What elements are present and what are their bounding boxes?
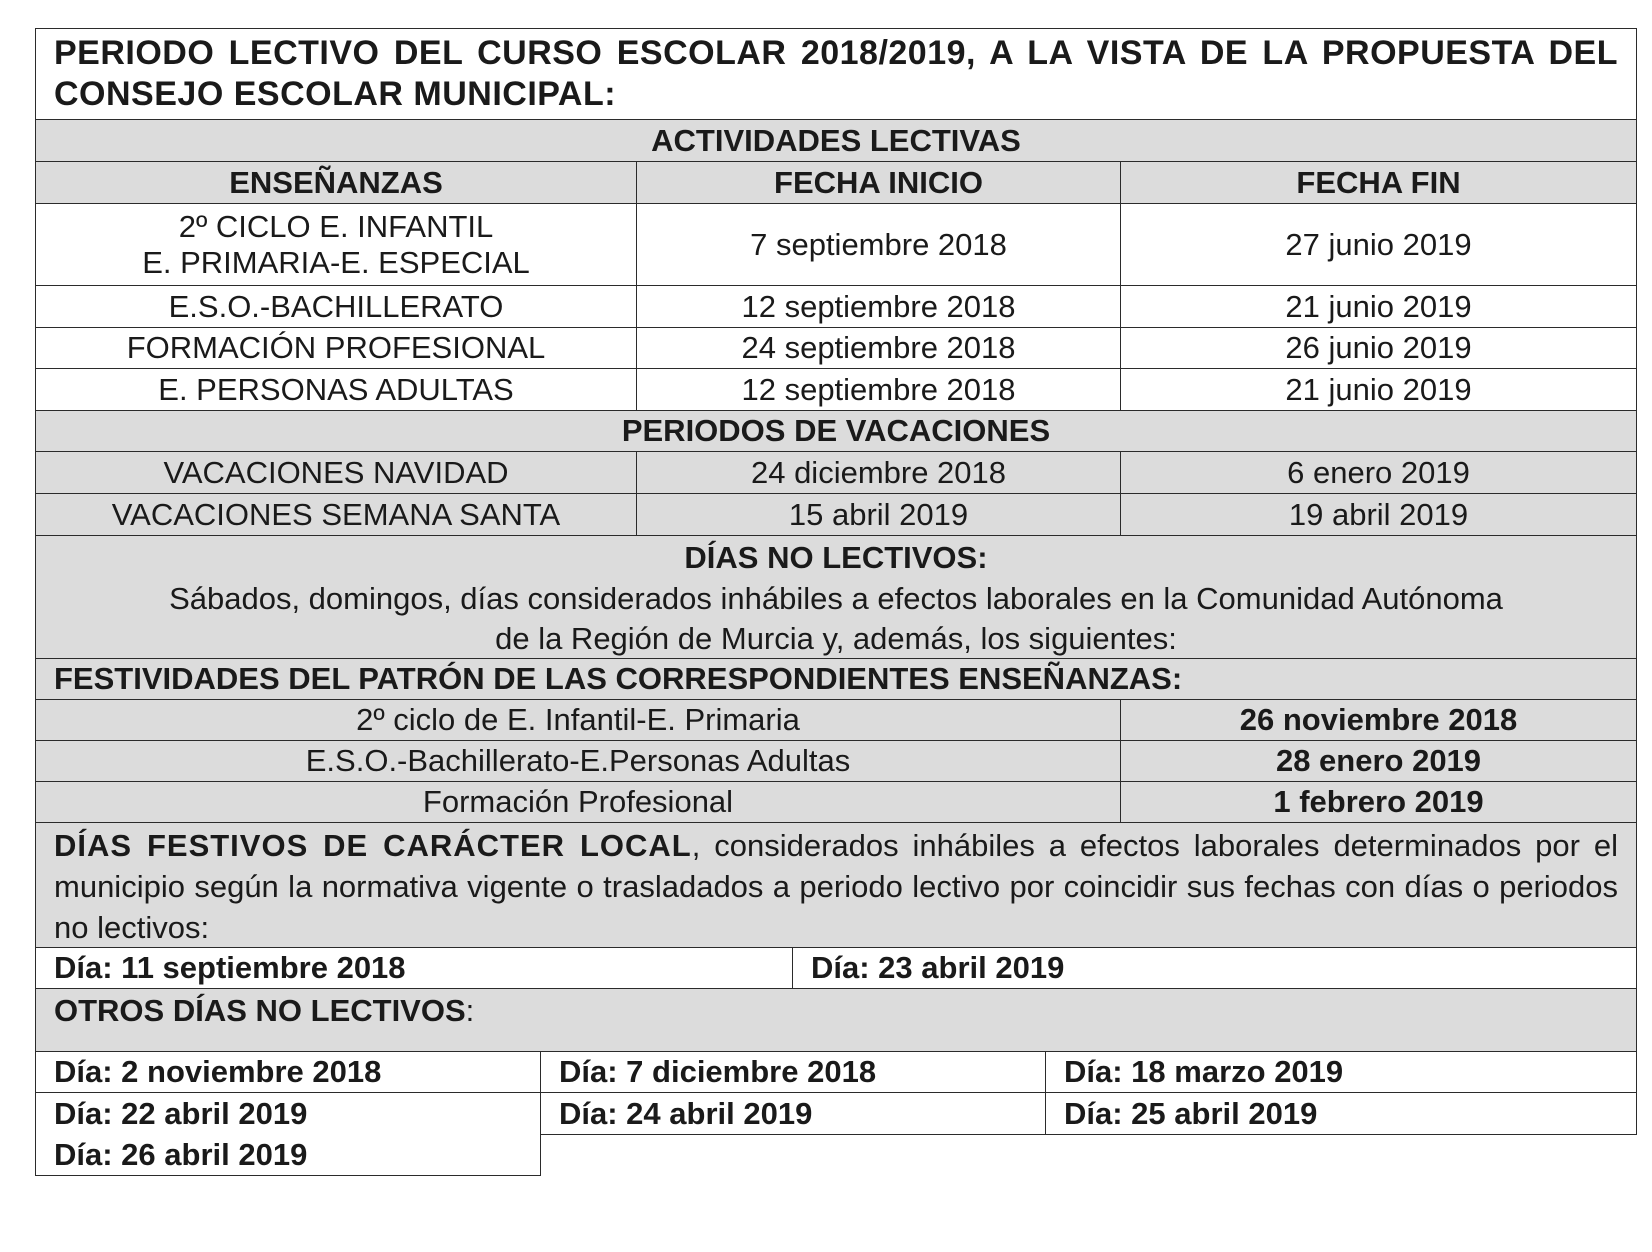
otro-dia: Día: 18 marzo 2019: [1064, 1054, 1344, 1090]
patron-fecha-cell: 28 enero 2019: [1275, 743, 1482, 779]
col-inicio-header: FECHA INICIO: [637, 162, 1121, 203]
otro-dia: Día: 22 abril 2019: [36, 1093, 541, 1134]
fecha-fin-cell: 19 abril 2019: [1288, 496, 1469, 532]
col-ensenanzas-header: ENSEÑANZAS: [36, 162, 637, 203]
fecha-fin-cell: 21 junio 2019: [1285, 288, 1472, 324]
page-title: PERIODO LECTIVO DEL CURSO ESCOLAR 2018/2019, A LA VISTA DE LA PROPUESTA DEL CONSEJO ESCOLAR MUNICIPAL:: [35, 28, 1637, 120]
ensenanza-line: E. PRIMARIA-E. ESPECIAL: [142, 244, 530, 280]
table-row: [35, 328, 1637, 369]
no-lectivos-line: Sábados, domingos, días considerados inhábiles a efectos laborales en la Comunidad Autónoma: [169, 581, 1503, 616]
patron-fecha-cell: 26 noviembre 2018: [1239, 702, 1518, 738]
patron-heading: FESTIVIDADES DEL PATRÓN DE LAS CORRESPONDIENTES ENSEÑANZAS:: [54, 661, 1183, 697]
festivos-locales-text: , considerados inhábiles a efectos laborales determinados por el municipio según la normativa vigente o trasladados a periodo lectivo por coincidir sus fechas con días o periodos no lectivos:: [54, 828, 1618, 945]
fecha-inicio-cell: 12 septiembre 2018: [637, 286, 1121, 327]
festivos-locales-paragraph: [36, 825, 1636, 948]
table-row: [35, 782, 1637, 823]
otros-dias-row: [35, 1093, 1637, 1135]
column-header-row: [35, 162, 1637, 204]
patron-ensenanza-cell: Formación Profesional: [36, 782, 1121, 822]
fecha-inicio-cell: 15 abril 2019: [637, 494, 1121, 535]
patron-fecha-cell: 1 febrero 2019: [1273, 784, 1484, 820]
fecha-fin-cell: 6 enero 2019: [1287, 454, 1470, 490]
col-fin-header: FECHA FIN: [1296, 164, 1461, 200]
otros-heading: OTROS DÍAS NO LECTIVOS: [54, 993, 466, 1028]
fecha-fin-cell: 21 junio 2019: [1285, 371, 1472, 407]
ensenanza-line: 2º CICLO E. INFANTIL: [178, 208, 494, 244]
table-row: [35, 204, 1637, 286]
vacaciones-heading: PERIODOS DE VACACIONES: [621, 413, 1051, 449]
no-lectivos-heading: DÍAS NO LECTIVOS:: [684, 540, 988, 575]
section-otros-heading: [35, 989, 1637, 1052]
patron-ensenanza-cell: 2º ciclo de E. Infantil-E. Primaria: [36, 700, 1121, 740]
section-no-lectivos: [35, 536, 1637, 659]
otro-dia: Día: 26 abril 2019: [54, 1136, 308, 1172]
section-vacaciones-heading: [35, 411, 1637, 452]
fecha-fin-cell: 26 junio 2019: [1285, 330, 1472, 366]
table-row: [35, 286, 1637, 328]
actividades-heading: ACTIVIDADES LECTIVAS: [651, 122, 1021, 158]
otros-dias-row: [35, 1052, 1637, 1093]
dia-festivo-local: Día: 11 septiembre 2018: [36, 948, 793, 988]
table-row: [35, 700, 1637, 741]
otro-dia: Día: 7 diciembre 2018: [541, 1052, 1046, 1092]
fecha-fin-cell: 27 junio 2019: [1285, 226, 1472, 262]
otros-heading-colon: :: [465, 993, 475, 1028]
fecha-inicio-cell: 24 diciembre 2018: [637, 452, 1121, 493]
otro-dia: Día: 2 noviembre 2018: [36, 1052, 541, 1092]
table-row: [35, 369, 1637, 411]
section-actividades-heading: [35, 120, 1637, 162]
table-row: [35, 494, 1637, 536]
fecha-inicio-cell: 12 septiembre 2018: [637, 369, 1121, 410]
fecha-inicio-cell: 7 septiembre 2018: [637, 204, 1121, 285]
vacaciones-name-cell: VACACIONES SEMANA SANTA: [36, 494, 637, 535]
ensenanza-cell: [36, 204, 637, 285]
patron-ensenanza-cell: E.S.O.-Bachillerato-E.Personas Adultas: [36, 741, 1121, 781]
otros-dias-last-row: [35, 1134, 541, 1176]
festivos-locales-heading: DÍAS FESTIVOS DE CARÁCTER LOCAL: [54, 828, 692, 863]
otro-dia: Día: 24 abril 2019: [541, 1093, 1046, 1134]
table-row: [35, 741, 1637, 782]
otros-heading-wrap: [54, 993, 474, 1029]
table-row: [35, 452, 1637, 494]
festivos-locales-dias-row: [35, 948, 1637, 989]
vacaciones-name-cell: VACACIONES NAVIDAD: [36, 452, 637, 493]
ensenanza-cell: E. PERSONAS ADULTAS: [36, 369, 637, 410]
dia-festivo-local: Día: 23 abril 2019: [811, 950, 1065, 986]
no-lectivos-line: de la Región de Murcia y, además, los siguientes:: [495, 621, 1177, 656]
fecha-inicio-cell: 24 septiembre 2018: [637, 328, 1121, 368]
section-festivos-locales: [35, 823, 1637, 948]
ensenanza-cell: E.S.O.-BACHILLERATO: [36, 286, 637, 327]
section-patron-heading: [35, 659, 1637, 700]
otro-dia: Día: 25 abril 2019: [1064, 1095, 1318, 1131]
ensenanza-cell: FORMACIÓN PROFESIONAL: [36, 328, 637, 368]
